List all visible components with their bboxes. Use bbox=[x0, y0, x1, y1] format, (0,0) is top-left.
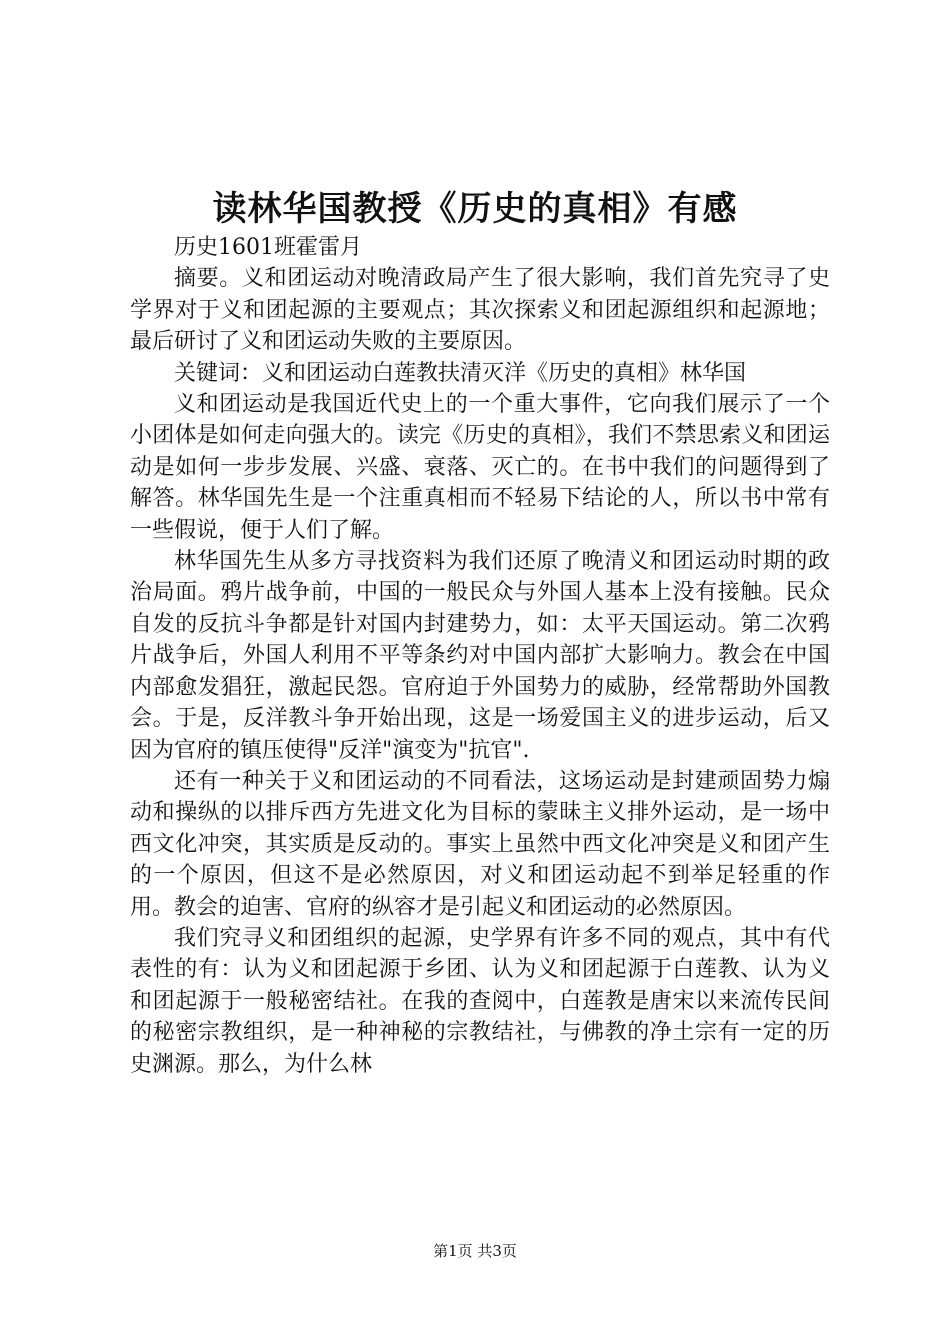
author-line: 历史1601班霍雷月 bbox=[174, 235, 362, 260]
page-number-footer: 第1页 共3页 bbox=[433, 1242, 517, 1260]
document-title: 读林华国教授《历史的真相》有感 bbox=[212, 189, 738, 229]
body-paragraph: 还有一种关于义和团运动的不同看法，这场运动是封建顽固势力煽动和操纵的以排斥西方先进文化为目标的蒙昧主义排外运动，是一场中西文化冲突，其实质是反动的。事实上虽然中西文化冲突是义和团产生的一个原因，但这不是必然原因，对义和团运动起不到举足轻重的作用。教会的迫害、官府的纵容才是引起义和团运动的必然原因。 bbox=[130, 768, 830, 920]
document-body bbox=[130, 232, 830, 1080]
keywords-paragraph: 关键词：义和团运动白莲教扶清灭洋《历史的真相》林华国 bbox=[174, 360, 747, 386]
abstract-paragraph: 摘要。义和团运动对晚清政局产生了很大影响，我们首先究寻了史学界对于义和团起源的主要观点；其次探索义和团起源组织和起源地；最后研讨了义和团运动失败的主要原因。 bbox=[130, 266, 830, 355]
body-paragraph: 我们究寻义和团组织的起源，史学界有许多不同的观点，其中有代表性的有：认为义和团起源于乡团、认为义和团起源于白莲教、认为义和团起源于一般秘密结社。在我的查阅中，白莲教是唐宋以来流传民间的秘密宗教组织，是一种神秘的宗教结社，与佛教的净土宗有一定的历史渊源。那么，为什么林 bbox=[130, 925, 830, 1077]
body-paragraph: 义和团运动是我国近代史上的一个重大事件，它向我们展示了一个小团体是如何走向强大的。读完《历史的真相》，我们不禁思索义和团运动是如何一步步发展、兴盛、衰落、灭亡的。在书中我们的问题得到了解答。林华国先生是一个注重真相而不轻易下结论的人，所以书中常有一些假说，便于人们了解。 bbox=[130, 392, 830, 543]
body-paragraph: 林华国先生从多方寻找资料为我们还原了晚清义和团运动时期的政治局面。鸦片战争前，中国的一般民众与外国人基本上没有接触。民众自发的反抗斗争都是针对国内封建势力，如：太平天国运动。第二次鸦片战争后，外国人利用不平等条约对中国内部扩大影响力。教会在中国内部愈发猖狂，激起民怨。官府迫于外国势力的威胁，经常帮助外国教会。于是，反洋教斗争开始出现，这是一场爱国主义的进步运动，后又因为官府的镇压使得"反洋"演变为"抗官". bbox=[130, 549, 830, 763]
